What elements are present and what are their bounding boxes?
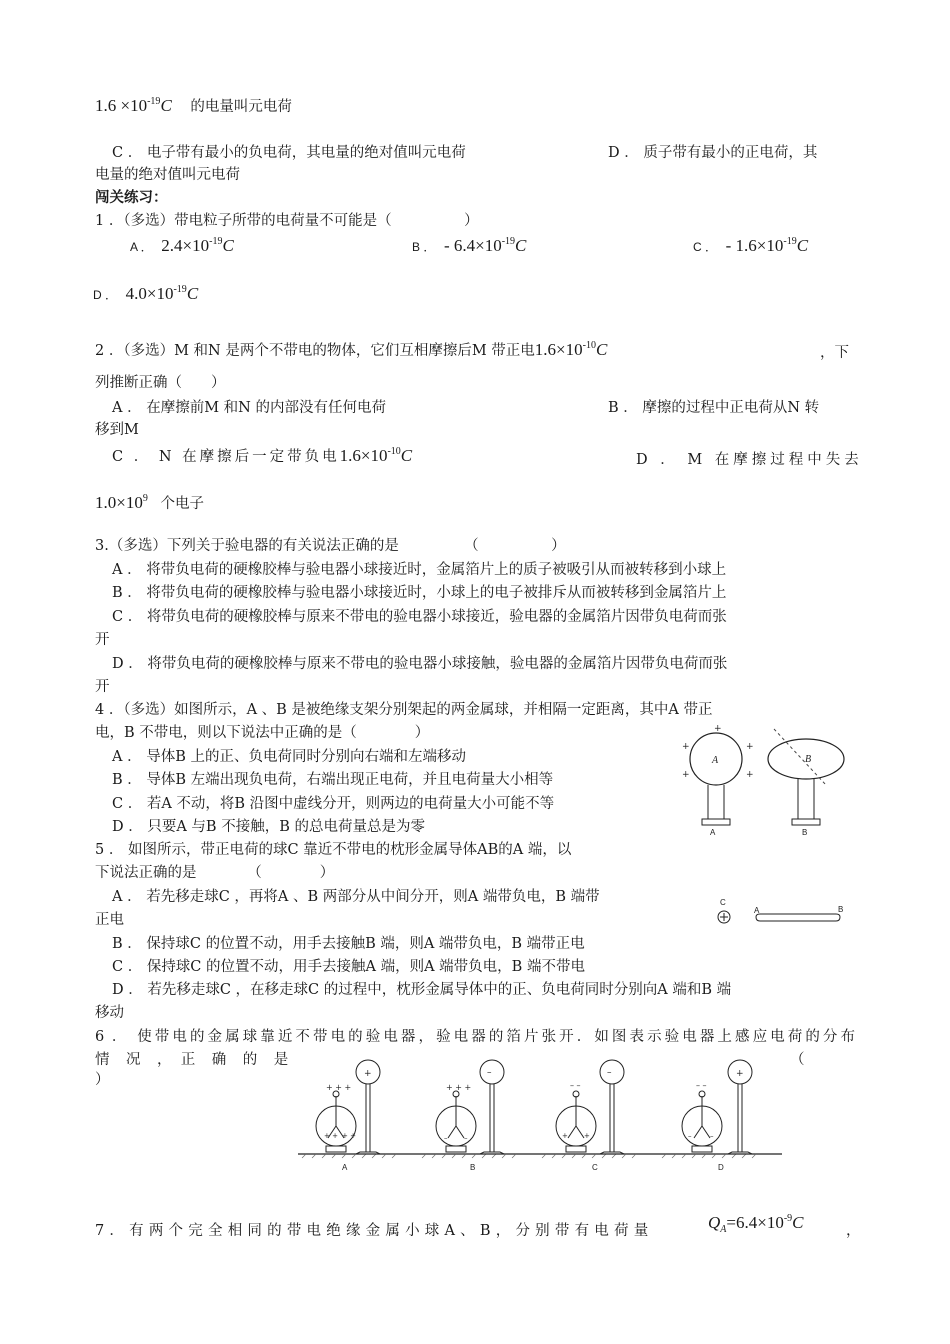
q3-option-d-cont: 开 <box>95 679 110 695</box>
q2-stem: 2 ．（多选）M 和N 是两个不带电的物体，它们互相摩擦后M 带正电$1.6\times 10^{-10}C$ <box>95 340 608 359</box>
svg-text:+: + <box>746 770 754 780</box>
svg-text:–: – <box>487 1068 492 1078</box>
q5-option-d-cont: 移动 <box>95 1005 124 1021</box>
q1-option-a: A ． $2.4\times 10^{-19}C$ <box>130 236 234 255</box>
q4-option-d: D ． 只要A 与B 不接触，B 的总电荷量总是为零 <box>112 819 425 835</box>
q3-stem: 3.（多选）下列关于验电器的有关说法正确的是 （ ） <box>95 538 566 554</box>
q5-option-a: A ． 若先移走球C ，再将A 、B 两部分从中间分开，则A 端带负电，B 端带 <box>112 889 600 905</box>
prev-option-c: C ． 电子带有最小的负电荷，其电量的绝对值叫元电荷 <box>112 145 466 161</box>
q4-option-a: A ． 导体B 上的正、负电荷同时分别向右端和左端移动 <box>112 749 466 765</box>
q2-option-a: A ． 在摩擦前M 和N 的内部没有任何电荷 <box>112 400 386 416</box>
q1-stem: 1 ．（多选）带电粒子所带的电荷量不可能是（ ） <box>95 213 479 229</box>
q3-option-a: A ． 将带负电荷的硬橡胶棒与验电器小球接近时，金属箔片上的质子被吸引从而被转移到小球上 <box>112 562 727 578</box>
q2-option-d-cont: $1.0\times 10^9$ 个电子 <box>95 493 204 512</box>
svg-text:+ +: + + <box>342 1132 356 1140</box>
svg-text:+: + <box>714 725 722 734</box>
q5-option-b: B ． 保持球C 的位置不动，用手去接触B 端，则A 端带负电，B 端带正电 <box>112 936 585 952</box>
q1-option-b: B ． - $6.4\times 10^{-19}C$ <box>412 236 527 255</box>
q6-figure <box>298 1058 782 1176</box>
svg-text:–: – <box>444 1134 448 1142</box>
q4-stem: 4 ．（多选）如图所示，A 、B 是被绝缘支架分别架起的两金属球，并相隔一定距离，其中A 带正 <box>95 702 713 718</box>
q2-option-b-cont: 移到M <box>95 422 139 438</box>
q4-figure <box>672 725 862 837</box>
svg-text:–: – <box>688 1132 692 1140</box>
q4-option-c: C ． 若A 不动，将B 沿图中虚线分开，则两边的电荷量大小可能不等 <box>112 796 555 812</box>
top-line-text: 的电量叫元电荷 <box>190 99 292 115</box>
q2-option-c: C ． N 在摩擦后一定带负电$1.6\times 10^{-10}C$ <box>112 446 413 465</box>
q2-option-d: D ． M 在摩擦过程中失去 <box>636 452 863 468</box>
stand-b-label: B <box>802 828 808 837</box>
q4-stem-cont: 电，B 不带电，则以下说法中正确的是（ ） <box>95 725 430 741</box>
q3-option-b: B ． 将带负电荷的硬橡胶棒与验电器小球接近时，小球上的电子被排斥从而被转移到金属箔片上 <box>112 585 727 601</box>
svg-text:+: + <box>736 1069 744 1079</box>
svg-text:+: + <box>364 1069 372 1079</box>
q7-end: ， <box>846 1223 861 1239</box>
section-title: 闯关练习： <box>95 190 168 206</box>
q3-option-d: D ． 将带负电荷的硬橡胶棒与原来不带电的验电器小球接触，验电器的金属箔片因带负电荷而张 <box>112 656 728 672</box>
q7-charge-formula: $Q_A=6.4\times 10^{-9}C$ <box>708 1213 804 1235</box>
svg-text:+ + +: + + + <box>446 1083 472 1092</box>
svg-text:+: + <box>682 742 690 752</box>
q5-option-d: D ． 若先移走球C ，在移走球C 的过程中，枕形金属导体中的正、负电荷同时分别向A 端和B 端 <box>112 982 732 998</box>
q1-option-c: C ． - $1.6\times 10^{-19}C$ <box>693 236 809 255</box>
elementary-charge-formula: $1.6 \times 10^{-19}C$ <box>95 96 172 115</box>
svg-text:–: – <box>710 1132 714 1140</box>
q6-paren-close: ） <box>95 1072 110 1088</box>
q6-stem: 6 ． 使带电的金属球靠近不带电的验电器，验电器的箔片张开．如图表示验电器上感应电荷的分布 <box>95 1029 855 1045</box>
q4-option-b: B ． 导体B 左端出现负电荷，右端出现正电荷，并且电荷量大小相等 <box>112 772 554 788</box>
svg-text:–: – <box>464 1134 468 1142</box>
q5-stem: 5 ． 如图所示，带正电荷的球C 靠近不带电的枕形金属导体AB的A 端，以 <box>95 842 572 858</box>
end-a-label: A <box>754 906 760 915</box>
conductor-b-label: B <box>805 754 812 765</box>
prev-option-d-cont: 电量的绝对值叫元电荷 <box>95 167 240 183</box>
q5-option-c: C ． 保持球C 的位置不动，用手去接触A 端，则A 端带负电，B 端不带电 <box>112 959 585 975</box>
q5-option-a-cont: 正电 <box>95 912 124 928</box>
svg-text:– –: – – <box>696 1081 707 1090</box>
pillow-conductor-ab <box>756 914 840 921</box>
stand-a-label: A <box>710 828 716 837</box>
electroscope-d-label: D <box>718 1163 724 1172</box>
dashed-split-line <box>774 729 826 785</box>
sphere-a-label: A <box>712 755 719 766</box>
prev-option-d: D ． 质子带有最小的正电荷，其 <box>608 145 818 161</box>
end-b-label: B <box>838 905 844 914</box>
q3-option-c: C ． 将带负电荷的硬橡胶棒与原来不带电的验电器小球接近，验电器的金属箔片因带负电荷而张 <box>112 609 727 625</box>
svg-text:+: + <box>682 770 690 780</box>
svg-text:+ +: + + <box>324 1132 338 1140</box>
svg-text:–: – <box>607 1068 612 1078</box>
svg-text:+ + +: + + + <box>326 1083 352 1092</box>
q5-figure <box>712 893 857 933</box>
q6-paren-open: （ <box>790 1052 805 1068</box>
q2-stem-end: ，下 <box>820 345 849 361</box>
q6-stem-cont: 情 况 ， 正 确 的 是 <box>95 1052 290 1068</box>
svg-text:– –: – – <box>570 1081 581 1090</box>
svg-text:+: + <box>584 1132 590 1140</box>
q2-stem-cont: 列推断正确（ ） <box>95 375 226 391</box>
q1-option-d: D ． $4.0\times 10^{-19}C$ <box>93 284 199 303</box>
electroscope-c-label: C <box>592 1163 598 1172</box>
q5-stem-cont: 下说法正确的是 （ ） <box>95 865 335 881</box>
svg-text:+: + <box>562 1132 568 1140</box>
q3-option-c-cont: 开 <box>95 632 110 648</box>
q2-option-b: B ． 摩擦的过程中正电荷从N 转 <box>608 400 820 416</box>
svg-text:+: + <box>746 742 754 752</box>
electroscope-a-label: A <box>342 1163 348 1172</box>
top-line <box>95 96 292 119</box>
electroscope-b-label: B <box>470 1163 476 1172</box>
ball-c-label: C <box>720 898 726 907</box>
q7-stem: 7 ． 有 两 个 完 全 相 同 的 带 电 绝 缘 金 属 小 球 A 、 B ， 分 别 带 有 电 荷 量 <box>95 1223 649 1239</box>
